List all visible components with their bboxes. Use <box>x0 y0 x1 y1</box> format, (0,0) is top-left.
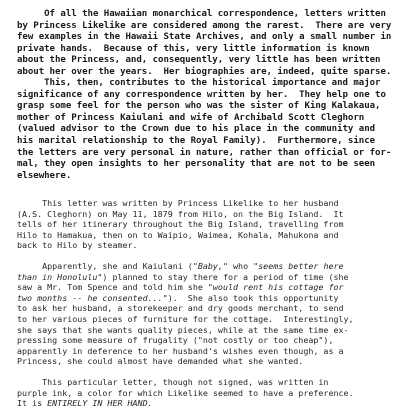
text-run: It is <box>17 398 48 409</box>
intro-line: private hands. Because of this, very little information is known <box>17 43 370 54</box>
intro-line: the letters are very personal in nature, rather than official or for- <box>17 147 392 158</box>
paragraph-line: pressing some measure of frugality ("not costly or too cheap"), <box>17 335 334 346</box>
paragraph-line: to her various pieces of furniture for the cottage. Interestingly, <box>17 314 354 325</box>
quoted-text: "Baby," <box>192 261 228 272</box>
text-run: ). She also took this opportunity <box>167 292 339 303</box>
intro-line: mal, they open insights to her personality that are not to be seen <box>17 159 376 170</box>
intro-line: about the Princess, and, consequently, very little has been written <box>17 55 381 66</box>
intro-line: grasp some feel for the person who was the sister of King Kalakaua, <box>17 101 381 112</box>
paragraph-line <box>17 272 392 283</box>
paragraph-line: Princess, she could almost have demanded what she wanted. <box>17 356 304 367</box>
quoted-text: "seems better here <box>253 261 344 272</box>
quoted-text: two months -- he consented..." <box>17 292 168 303</box>
paragraph-line: This letter was written by Princess Likelike to her husband <box>17 198 339 208</box>
paragraph-line: tells of her itinerary throughout the Big Island, travelling from <box>17 219 344 230</box>
paragraph-gap <box>17 251 392 262</box>
paragraph-line: purple ink, a color for which Likelike seemed to have a preference. <box>17 387 354 398</box>
paragraph-line: apparently in deference to her husband's wishes even though, as a <box>17 345 344 356</box>
quoted-text: than in Honolulu" <box>17 271 103 282</box>
paragraph-line <box>17 398 392 409</box>
intro-line: (valued advisor to the Crown due to his place in the community and <box>17 124 376 135</box>
paragraph-line <box>17 282 392 293</box>
intro-line: about her over the years. Her biographies are, indeed, quite sparse. <box>17 66 392 77</box>
paragraph-line <box>17 261 392 272</box>
paragraph-ink <box>17 377 392 409</box>
intro-line: This, then, contributes to the historical importance and major <box>17 78 381 89</box>
text-run: who <box>228 261 254 272</box>
paragraph-line: she says that she wants quality pieces, while at the same time ex- <box>17 324 349 335</box>
intro-line: significance of any correspondence written by her. They help one to <box>17 89 386 100</box>
paragraph-itinerary <box>17 198 392 251</box>
paragraph-line: This particular letter, though not signed, was written in <box>17 377 329 388</box>
text-run: ) planned to stay there for a period of time (she <box>102 271 349 282</box>
paragraph-gap <box>17 367 392 378</box>
letter-description <box>17 198 392 409</box>
paragraph-line: Hilo to Hamakua, then on to Waipio, Waimea, Kohala, Mahukona and <box>17 229 339 240</box>
intro-line: his marital relationship to the Royal Family). Furthermore, since <box>17 136 376 147</box>
intro-line: by Princess Likelike are considered among the rarest. There are very <box>17 20 392 31</box>
paragraph-line <box>17 293 392 304</box>
paragraph-cottage <box>17 261 392 366</box>
intro-section <box>17 9 392 182</box>
quoted-text: "would rent his cottage for <box>207 282 344 293</box>
emphasized-text: ENTIRELY IN HER HAND. <box>47 398 153 409</box>
paragraph-line: back to Hilo by steamer. <box>17 240 138 251</box>
intro-line: elsewhere. <box>17 170 72 181</box>
text-run: saw a Mr. Tom Spence and told him she <box>17 282 208 293</box>
intro-line: few examples in the Hawaii State Archives, and only a small number in <box>17 32 392 43</box>
text-run: Apparently, she and Kaiulani ( <box>17 261 193 272</box>
intro-line: mother of Princess Kaiulani and wife of Archibald Scott Cleghorn <box>17 112 365 123</box>
paragraph-line: (A.S. Cleghorn) on May 11, 1879 from Hilo, on the Big Island. It <box>17 208 344 219</box>
paragraph-line: to ask her husband, a storekeeper and dry goods merchant, to send <box>17 303 344 314</box>
intro-line: Of all the Hawaiian monarchical correspondence, letters written <box>17 9 386 19</box>
